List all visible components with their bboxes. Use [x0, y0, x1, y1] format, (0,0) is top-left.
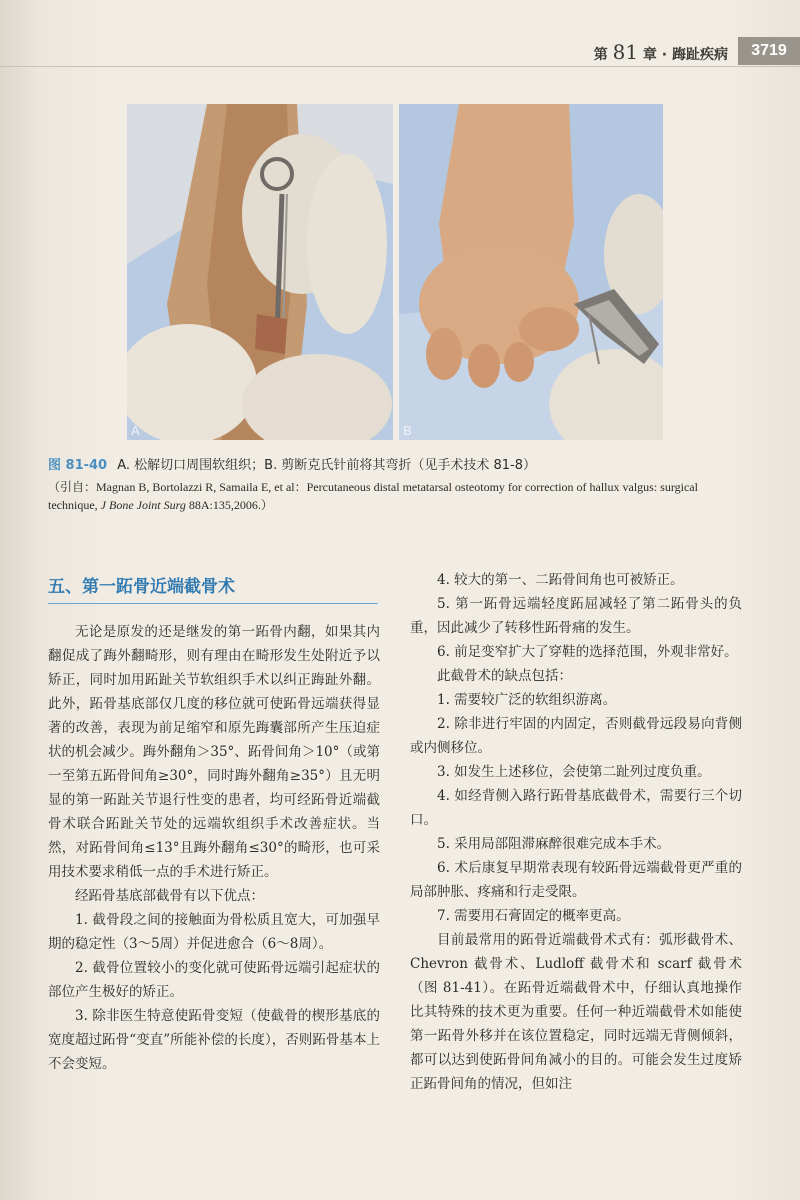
- running-header: [594, 40, 728, 64]
- list-item: 2. 除非进行牢固的内固定，否则截骨远段易向背侧或内侧移位。: [410, 716, 742, 756]
- left-text-column: [48, 620, 380, 1076]
- list-item: 1. 需要较广泛的软组织游离。: [437, 692, 617, 708]
- paragraph: 经跖骨基底部截骨有以下优点：: [75, 888, 264, 904]
- section-heading: 五、第一跖骨近端截骨术: [48, 572, 378, 604]
- list-item: 6. 术后康复早期常表现有较跖骨远端截骨更严重的局部肿胀、疼痛和行走受限。: [410, 860, 742, 900]
- citation-volume: 88A:135,2006.）: [185, 498, 273, 512]
- paragraph: 目前最常用的跖骨近端截骨术式有：弧形截骨术、Chevron 截骨术、Ludloff 截骨术和 scarf 截骨术（图 81-41）。在跖骨近端截骨术中，仔细认真地操作比其特殊的技术更为重要。任何一种近端截骨术如能使第一跖骨外移并在该位置稳定，同时远端无背侧倾斜，都可以达到使跖骨间角减小的目的。可能会发生过度矫正跖骨间角的情况，但如注: [410, 932, 742, 1092]
- paragraph: 无论是原发的还是继发的第一跖骨内翻，如果其内翻促成了踇外翻畸形，则有理由在畸形发生处附近予以矫正，同时加用跖趾关节软组织手术以纠正踇趾外翻。此外，跖骨基底部仅几度的移位就可使跖骨远端获得显著的改善，表现为前足缩窄和原先踇囊部所产生压迫症状的机会减少。踇外翻角＞35°、跖骨间角＞10°（或第一至第五跖骨间角≥30°，同时踇外翻角≥35°）且无明显的第一跖趾关节退行性变的患者，均可经跖骨近端截骨术联合跖趾关节处的远端软组织手术改善症状。当然，对跖骨间角≤13°且踇外翻角≤30°的畸形，也可采用技术要求稍低一点的手术进行矫正。: [48, 624, 380, 880]
- list-item: 4. 较大的第一、二跖骨间角也可被矫正。: [437, 572, 684, 588]
- paragraph: 此截骨术的缺点包括：: [437, 668, 572, 684]
- list-item: 3. 除非医生特意使跖骨变短（使截骨的楔形基底的宽度超过跖骨“变直”所能补偿的长度），否则跖骨基本上不会变短。: [48, 1008, 380, 1072]
- chapter-prefix: 第: [593, 47, 608, 63]
- citation-text: （引自：Magnan B, Bortolazzi R, Samaila E, et al：Percutaneous distal metatarsal osteotomy for correction of hallux valgus: surgical technique,: [48, 480, 698, 512]
- list-item: 7. 需要用石膏固定的概率更高。: [437, 908, 630, 924]
- figure-photo-b: [399, 104, 663, 440]
- list-item: 3. 如发生上述移位，会使第二趾列过度负重。: [437, 764, 711, 780]
- chapter-number: 81: [612, 40, 639, 64]
- list-item: 6. 前足变窄扩大了穿鞋的选择范围，外观非常好。: [437, 644, 738, 660]
- list-item: 2. 截骨位置较小的变化就可使跖骨远端引起症状的部位产生极好的矫正。: [48, 960, 380, 1000]
- list-item: 4. 如经背侧入路行跖骨基底截骨术，需要行三个切口。: [410, 788, 742, 828]
- citation-journal: J Bone Joint Surg: [100, 498, 186, 512]
- figure-id: 图 81-40: [48, 458, 108, 473]
- figure-caption: [48, 456, 748, 476]
- list-item: 5. 第一跖骨远端轻度跖屈减轻了第二跖骨头的负重，因此减少了转移性跖骨痛的发生。: [410, 596, 742, 636]
- panel-a-label: A: [131, 423, 140, 438]
- chapter-title: 章 · 踇趾疾病: [642, 47, 728, 63]
- list-item: 5. 采用局部阻滞麻醉很难完成本手术。: [437, 836, 671, 852]
- header-divider: [0, 66, 800, 67]
- page-number: 3719: [738, 37, 800, 65]
- figure-citation: [48, 478, 748, 514]
- list-item: 1. 截骨段之间的接触面为骨松质且宽大，可加强早期的稳定性（3～5周）并促进愈合（6～8周）。: [48, 912, 380, 952]
- right-text-column: [410, 568, 742, 1096]
- figure-photo-a: [127, 104, 393, 440]
- panel-b-label: B: [403, 423, 412, 438]
- figure-caption-text: A. 松解切口周围软组织；B. 剪断克氏针前将其弯折（见手术技术 81-8）: [117, 458, 536, 473]
